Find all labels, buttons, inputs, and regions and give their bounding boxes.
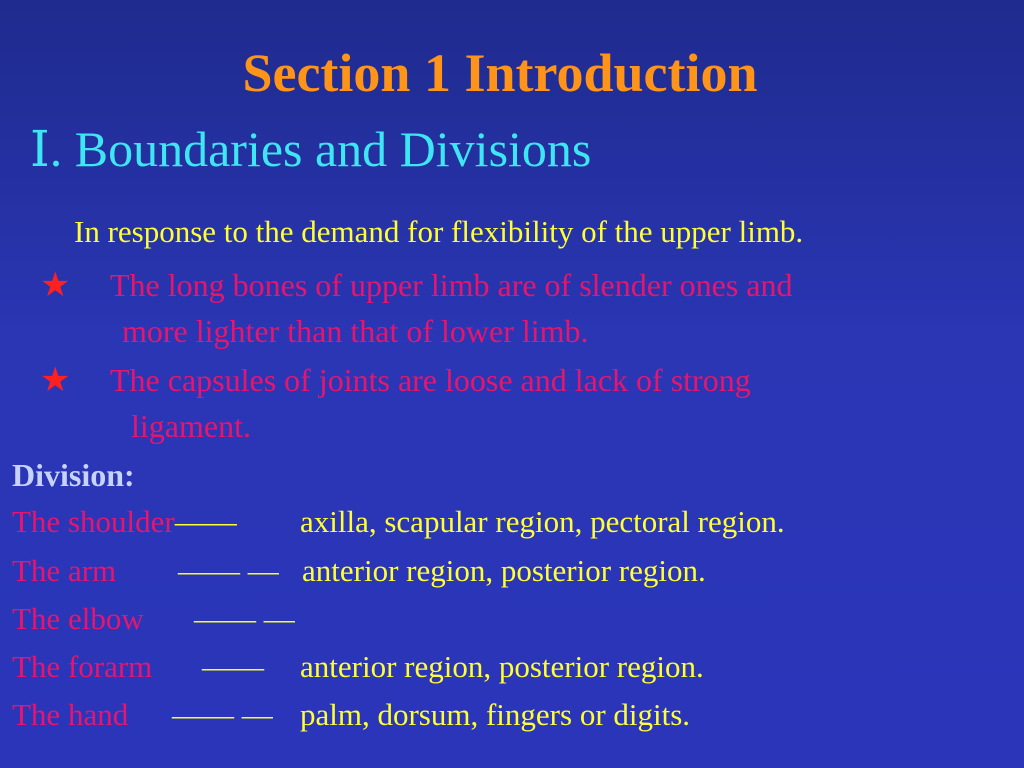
star-icon: ★ bbox=[40, 265, 71, 305]
division-dash: —— — bbox=[172, 697, 273, 732]
division-dash: —— — bbox=[178, 553, 279, 588]
division-part: The hand bbox=[12, 697, 129, 732]
bullet-line: more lighter than that of lower limb. bbox=[122, 313, 589, 349]
bullet-line: ligament. bbox=[131, 408, 251, 444]
division-description: axilla, scapular region, pectoral region. bbox=[300, 504, 785, 539]
bullet-item bbox=[40, 262, 792, 354]
bullet-item bbox=[40, 357, 751, 449]
division-row bbox=[12, 549, 706, 593]
division-row bbox=[12, 500, 785, 544]
bullet-line: The long bones of upper limb are of slender ones and bbox=[110, 267, 793, 303]
division-heading: Division: bbox=[12, 457, 135, 493]
division-description: anterior region, posterior region. bbox=[302, 553, 706, 588]
division-part: The forarm bbox=[12, 649, 153, 684]
division-description: palm, dorsum, fingers or digits. bbox=[300, 697, 691, 732]
division-description: anterior region, posterior region. bbox=[300, 649, 704, 684]
division-dash: —— — bbox=[194, 601, 295, 636]
division-row bbox=[12, 693, 691, 737]
division-part: The elbow bbox=[12, 601, 144, 636]
division-part: The arm bbox=[12, 553, 117, 588]
star-icon: ★ bbox=[40, 360, 71, 400]
intro-text: In response to the demand for flexibility of the upper limb. bbox=[74, 214, 804, 249]
section-subtitle: Ⅰ. Boundaries and Divisions bbox=[30, 121, 592, 177]
division-row bbox=[12, 645, 704, 689]
division-row bbox=[12, 597, 295, 641]
bullet-line: The capsules of joints are loose and lack of strong bbox=[110, 362, 751, 398]
division-dash: —— bbox=[174, 504, 237, 539]
slide-title: Section 1 Introduction bbox=[242, 43, 758, 103]
division-part: The shoulder bbox=[12, 504, 175, 539]
division-dash: —— bbox=[202, 649, 264, 684]
